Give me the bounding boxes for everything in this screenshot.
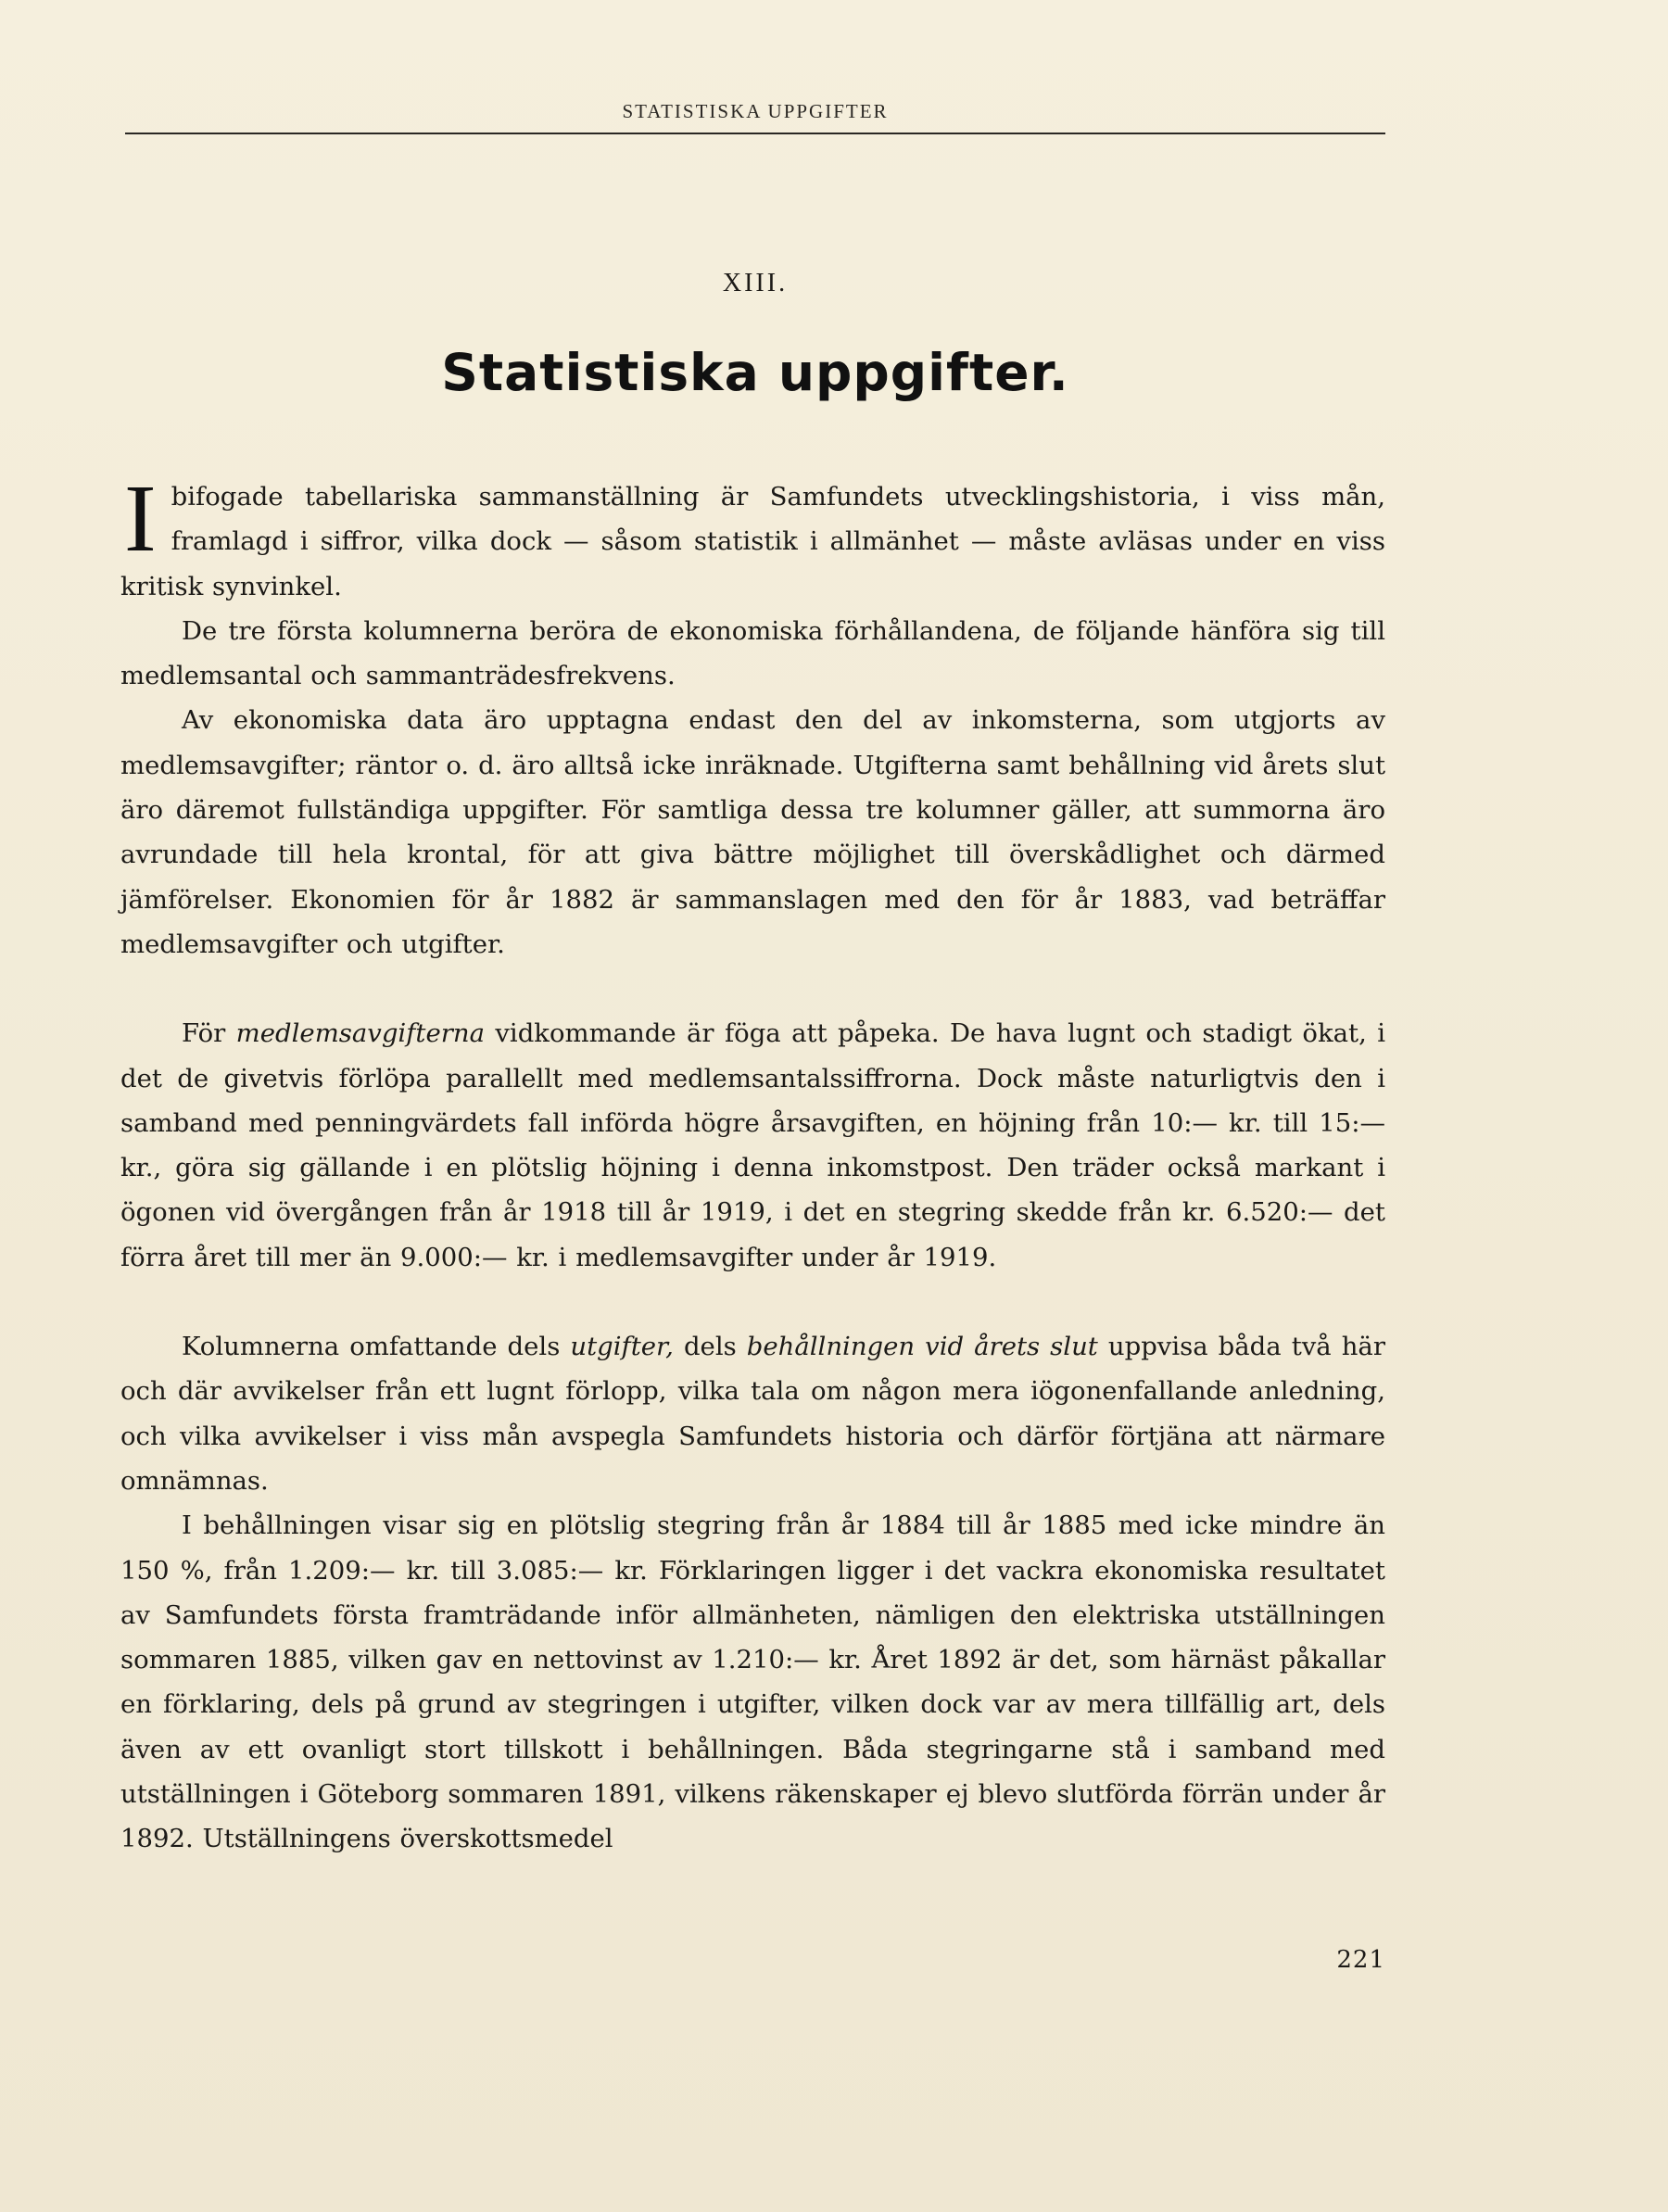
paragraph-columns: De tre första kolumnerna beröra de ekonomiska förhållandena, de följande hänföra sig till medlemsantal och sammanträdesfrekvens.: [120, 615, 1385, 691]
paragraph-expenses-lead: Kolumnerna omfattande dels: [182, 1332, 571, 1362]
emphasis-utgifter: utgifter,: [570, 1332, 674, 1362]
emphasis-behallningen: behållningen vid årets slut: [746, 1332, 1098, 1362]
running-head: STATISTISKA UPPGIFTER: [622, 100, 889, 122]
paragraph-expenses-balance: [120, 1324, 1385, 1503]
header-rule: [125, 133, 1385, 134]
paragraph-intro-text: bifogade tabellariska sammanställning är Samfundets utvecklingshistoria, i viss mån, framlagd i siffror, vilka dock — såsom statistik i allmänhet — måste avläsas under en viss kritisk synvinkel.: [120, 482, 1385, 601]
paragraph-expenses-middle: dels: [673, 1332, 747, 1362]
paragraph-membership-fees: [120, 1011, 1385, 1280]
emphasis-medlemsavgifterna: medlemsavgifterna: [235, 1018, 485, 1049]
chapter-title: Statistiska uppgifter.: [441, 343, 1069, 402]
chapter-number: XIII.: [722, 269, 789, 297]
page-number: 221: [1336, 1946, 1385, 1974]
paragraph-membership-fees-text: vidkommande är föga att påpeka. De hava lugnt och stadigt ökat, i det de givetvis förlöpa parallellt med medlemsantalssiffrorna. Dock måste naturligtvis den i samband med penningvärdets fall införda högre årsavgiften, en höjning från 10:— kr. till 15:— kr., göra sig gällande i en plötslig höjning i denna inkomstpost. Den träder också markant i ögonen vid övergången från år 1918 till år 1919, i det en stegring skedde från kr. 6.520:— det förra året till mer än 9.000:— kr. i medlemsavgifter under år 1919.: [120, 1018, 1386, 1272]
paragraph-expenses-text: uppvisa båda två här och där avvikelser från ett lugnt förlopp, vilka tala om någon mera iögonenfallande anledning, och vilka avvikelser i viss mån avspegla Samfundets historia och därför förtjäna att närmare omnämnas.: [120, 1332, 1385, 1496]
drop-cap: I: [124, 465, 157, 572]
paragraph-balance-history: I behållningen visar sig en plötslig stegring från år 1884 till år 1885 med icke mindre än 150 %, från 1.209:— kr. till 3.085:— kr. Förklaringen ligger i det vackra ekonomiska resultatet av Samfundets första framträdande inför allmänheten, nämligen den elektriska utställningen sommaren 1885, vilken gav en nettovinst av 1.210:— kr. Året 1892 är det, som härnäst påkallar en förklaring, dels på grund av stegringen i utgifter, vilken dock var av mera tillfällig art, dels även av ett ovanligt stort tillskott i behållningen. Båda stegringarne stå i samband med utställningen i Göteborg sommaren 1891, vilkens räkenskaper ej blevo slutförda förrän under år 1892. Utställningens överskottsmedel: [120, 1510, 1385, 1854]
paragraph-membership-fees-lead: För: [182, 1018, 236, 1049]
paragraph-intro: [120, 465, 1385, 609]
paragraph-economic-data: Av ekonomiska data äro upptagna endast den del av inkomsterna, som utgjorts av medlemsavgifter; räntor o. d. äro alltså icke inräknade. Utgifterna samt behållning vid årets slut äro däremot fullständiga uppgifter. För samtliga dessa tre kolumner gäller, att summorna äro avrundade till hela krontal, för att giva bättre möjlighet till överskådlighet och därmed jämförelser. Ekonomien för år 1882 är sammanslagen med den för år 1883, vad beträffar medlemsavgifter och utgifter.: [120, 705, 1385, 959]
body-text: [120, 465, 1386, 1862]
